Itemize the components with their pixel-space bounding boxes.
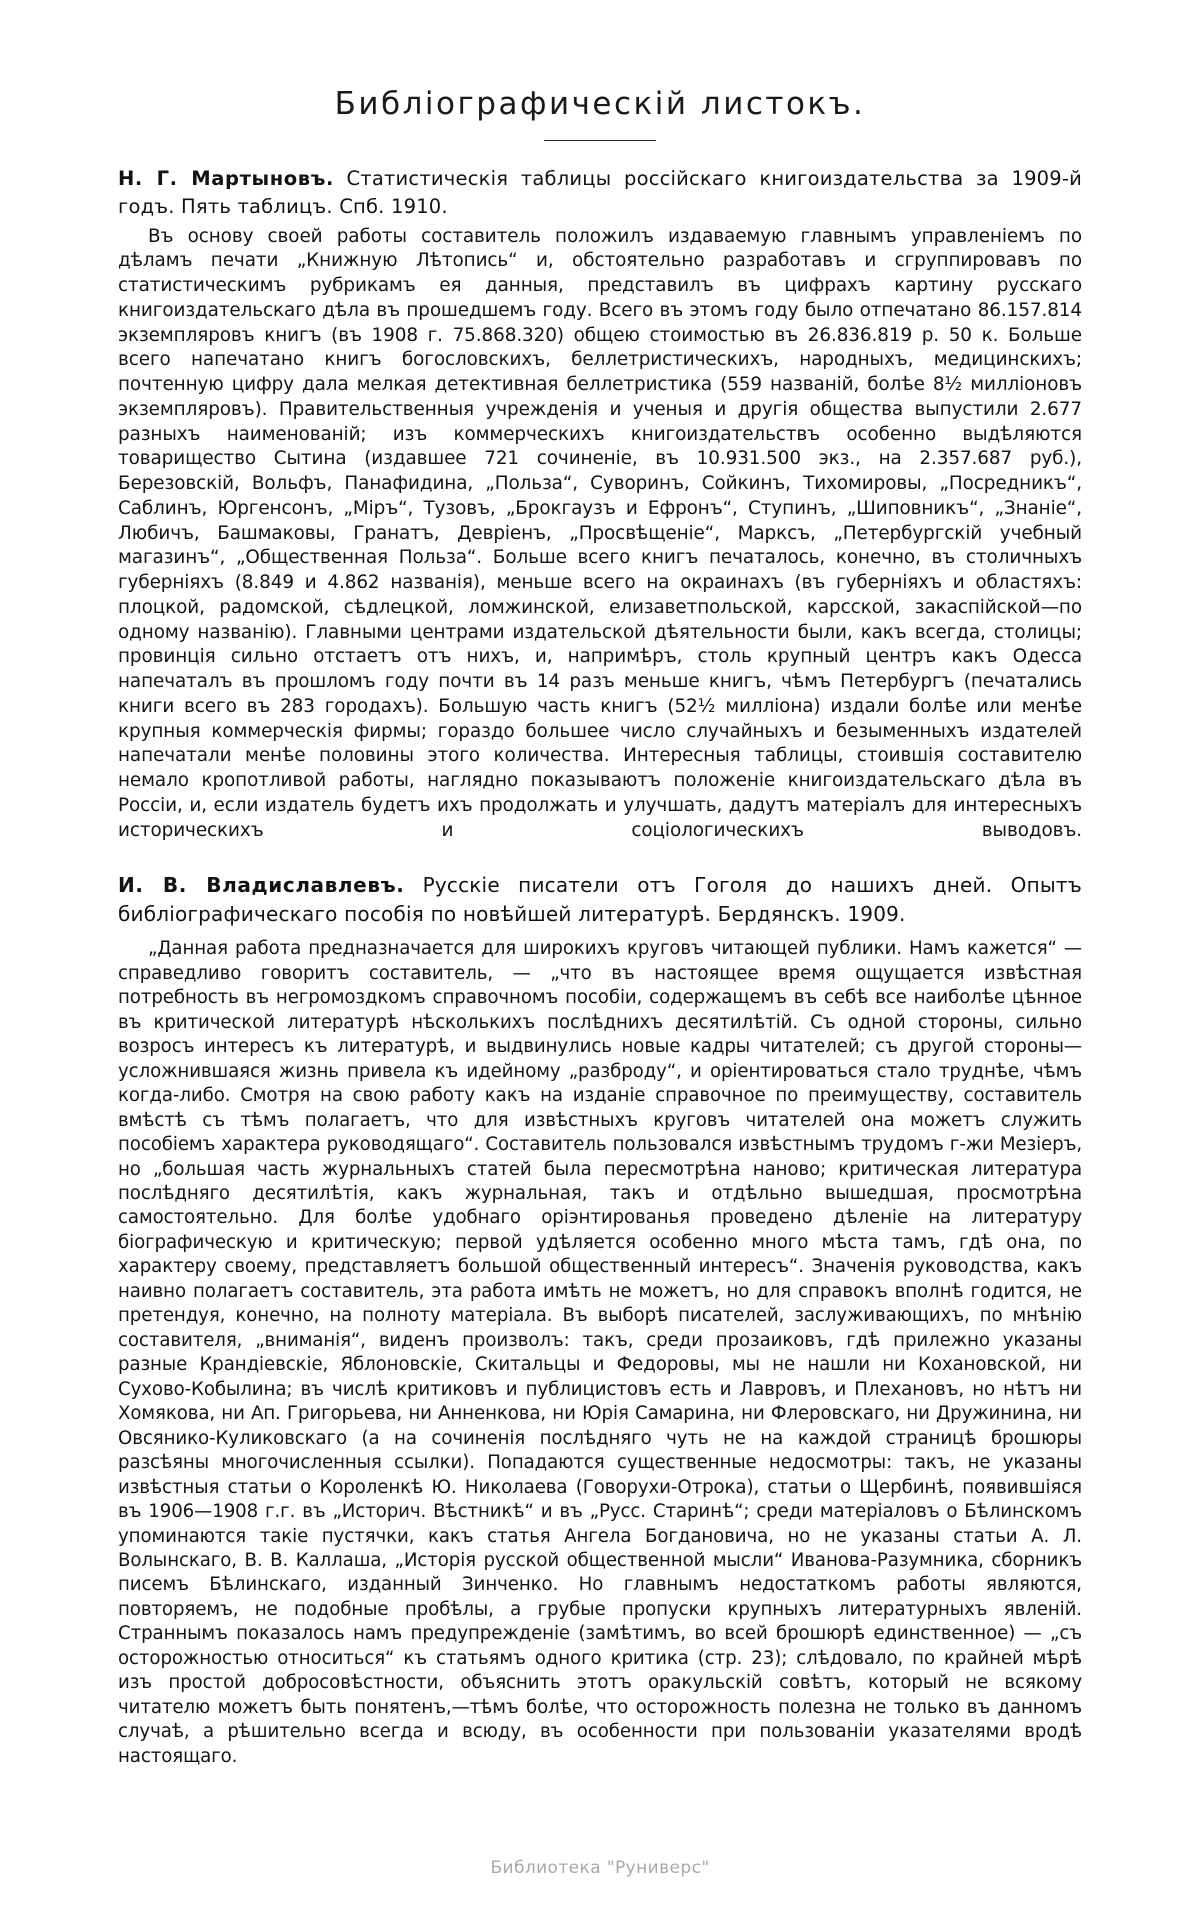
library-watermark: Библиотека "Руниверс" bbox=[490, 1858, 710, 1878]
entry-text bbox=[118, 225, 1082, 844]
entry-heading bbox=[118, 871, 1082, 929]
entry-text-content: Въ основу своей работы составитель положилъ издаваемую главнымъ управленіемъ по дѣламъ печати „Книжную Лѣтопись“ и, обстоятельно разработавъ и сгруппировавъ по статистическимъ рубрикамъ ея данныя, представилъ въ цифрахъ картину русскаго книгоиздательскаго дѣла въ прошедшемъ году. Всего въ этомъ году было отпечатано 86.157.814 экземпляровъ книгъ (въ 1908 г. 75.868.320) общею стоимостью въ 26.836.819 р. 50 к. Больше всего напечатано книгъ богословскихъ, беллетристическихъ, народныхъ, медицинскихъ; почтенную цифру дала мелкая детективная беллетристика (559 названій, болѣе 8½ милліоновъ экземпляровъ). Правительственныя учрежденія и ученыя и другія общества выпустили 2.677 разныхъ наименованій; изъ коммерческихъ книгоиздательствъ особенно выдѣляются товарищество Сытина (издавшее 721 сочиненіе, въ 10.931.500 экз., на 2.357.687 руб.), Березовскій, Вольфъ, Панафидина, „Польза“, Суворинъ, Сойкинъ, Тихомировы, „Посредникъ“, Саблинъ, Юргенсонъ, „Міръ“, Тузовъ, „Брокгаузъ и Ефронъ“, Ступинъ, „Шиповникъ“, „Знаніе“, Любичъ, Башмаковы, Гранатъ, Девріенъ, „Просвѣщеніе“, Марксъ, „Петербургскій учебный магазинъ“, „Общественная Польза“. Больше всего книгъ печаталось, конечно, въ столичныхъ губерніяхъ (8.849 и 4.862 названія), меньше всего на окраинахъ (въ губерніяхъ и областяхъ: плоцкой, радомской, сѣдлецкой, ломжинской, елизаветпольской, карсской, закаспійской—по одному названію). Главными центрами издательской дѣятельности были, какъ всегда, столицы; провинція сильно отстаетъ отъ нихъ, и, напримѣръ, столь крупный центръ какъ Одесса напечаталъ въ прошломъ году почти въ 14 разъ меньше книгъ, чѣмъ Петербургъ (печатались книги всего въ 283 городахъ). Большую часть книгъ (52½ милліона) издали болѣе или менѣе крупныя коммерческія фирмы; гораздо большее число случайныхъ и безыменныхъ издателей напечатали менѣе половины этого количества. Интересныя таблицы, стоившія составителю немало кропотливой работы, наглядно показываютъ положеніе книгоиздательскаго дѣла въ Россіи, и, если издатель будетъ ихъ продолжать и улучшать, дадутъ матеріалъ для интересныхъ историческихъ и соціологическихъ выводовъ. bbox=[118, 225, 1082, 841]
entry-text-content: „Данная работа предназначается для широкихъ круговъ читающей публики. Намъ кажется“ — справедливо говоритъ составитель, — „что въ настоящее время ощущается извѣстная потребность въ негромоздкомъ справочномъ пособіи, содержащемъ въ себѣ все наиболѣе цѣнное въ критической литературѣ нѣсколькихъ послѣднихъ десятилѣтій. Съ одной стороны, сильно возросъ интересъ къ литературѣ, и выдвинулись новые кадры читателей; съ другой стороны—усложнившаяся жизнь привела къ идейному „разброду“, и оріентироваться стало труднѣе, чѣмъ когда-либо. Смотря на свою работу какъ на изданіе справочное по преимуществу, составитель вмѣстѣ съ тѣмъ полагаетъ, что для извѣстныхъ круговъ читателей она можетъ служить пособіемъ характера руководящаго“. Составитель пользовался извѣстнымъ трудомъ г-жи Мезіеръ, но „большая часть журнальныхъ статей была пересмотрѣна наново; критическая литература послѣдняго десятилѣтія, какъ журнальная, такъ и отдѣльно вышедшая, просмотрѣна самостоятельно. Для болѣе удобнаго оріэнтированья проведено дѣленіе на литературу біографическую и критическую; первой удѣляется особенно много мѣста тамъ, гдѣ она, по характеру своему, представляетъ большой общественный интересъ“. Значенія руководства, какъ наивно полагаетъ составитель, эта работа имѣть не можетъ, но для справокъ вполнѣ годится, не претендуя, конечно, на полноту матеріала. Въ выборѣ писателей, заслуживающихъ, по мнѣнію составителя, „вниманія“, виденъ произволъ: такъ, среди прозаиковъ, гдѣ прилежно указаны разные Крандіевскіе, Яблоновскіе, Скитальцы и Федоровы, мы не нашли ни Кохановской, ни Сухово-Кобылина; въ числѣ критиковъ и публицистовъ есть и Лавровъ, и Плехановъ, но нѣтъ ни Хомякова, ни Ап. Григорьева, ни Анненкова, ни Юрія Самарина, ни Флеровскаго, ни Дружинина, ни Овсянико-Куликовскаго (а на сочиненія послѣдняго чуть не на каждой страницѣ брошюры разсѣяны многочисленныя ссылки). Попадаются существенные недосмотры: такъ, не указаны извѣстныя статьи о Короленкѣ Ю. Николаева (Говорухи-Отрока), статьи о Щербинѣ, появившіяся въ 1906—1908 г.г. въ „Историч. Вѣстникѣ“ и въ „Русс. Старинѣ“; среди матеріаловъ о Бѣлинскомъ упоминаются такіе пустячки, какъ статья Ангела Богдановича, но не указаны статьи А. Л. Волынскаго, В. В. Каллаша, „Исторія русской общественной мысли“ Иванова-Разумника, сборникъ писемъ Бѣлинскаго, изданный Зинченко. Но главнымъ недостаткомъ работы являются, повторяемъ, не подобные пробѣлы, а грубые пропуски крупныхъ литературныхъ явленій. Страннымъ показалось намъ предупрежденіе (замѣтимъ, во всей брошюрѣ единственное) — „съ осторожностью относиться“ къ статьямъ одного критика (стр. 23); слѣдовало, по крайней мѣрѣ изъ простой добросовѣстности, объяснить этотъ оракульскій совѣтъ, который не всякому читателю можетъ быть понятенъ,—тѣмъ болѣе, что осторожность полезна не только въ данномъ случаѣ, а рѣшительно всегда и всюду, въ особенности при пользованіи указателями вродѣ настоящаго. bbox=[118, 938, 1082, 1767]
entry-heading bbox=[118, 165, 1082, 222]
entry-author: И. В. Владиславлевъ. bbox=[118, 873, 405, 898]
entry-text bbox=[118, 937, 1082, 1769]
entry-author: Н. Г. Мартыновъ. bbox=[118, 167, 334, 190]
bibliography-entry bbox=[118, 871, 1082, 1769]
page-title: Библіографическій листокъ. bbox=[334, 86, 866, 122]
entry-work-title: Статистическія таблицы россійскаго книгоиздательства за 1909-й годъ. Пять таблицъ. Спб. 1910. bbox=[118, 167, 1082, 219]
title-divider bbox=[544, 140, 656, 141]
entry-work-title: Русскіе писатели отъ Гоголя до нашихъ дней. Опытъ библіографическаго пособія по новѣйшей литературѣ. Бердянскъ. 1909. bbox=[118, 873, 1083, 927]
bibliography-entry bbox=[118, 165, 1082, 843]
